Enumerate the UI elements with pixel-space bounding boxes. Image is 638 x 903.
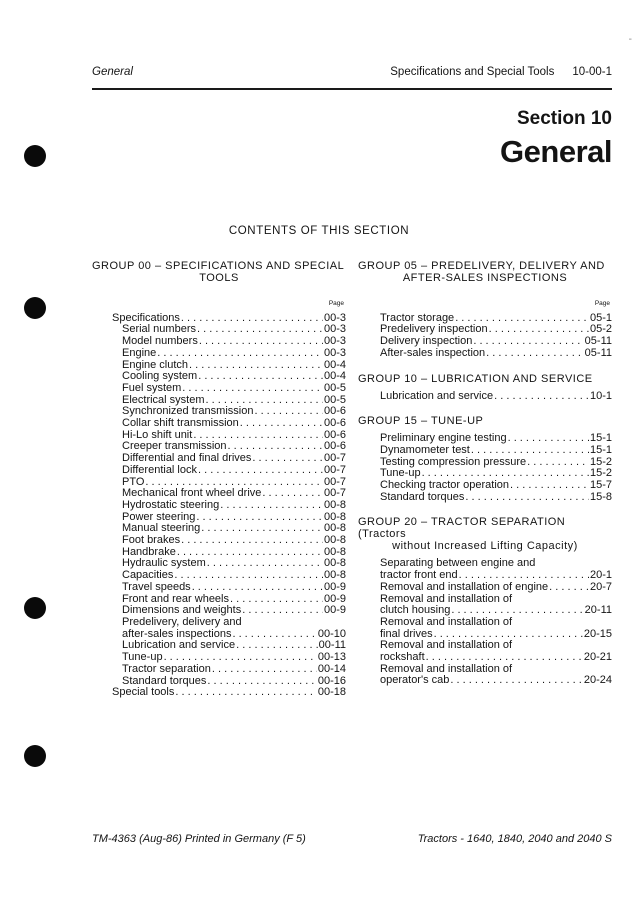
toc-entry-title: Handbrake bbox=[122, 545, 176, 558]
dot-leader bbox=[252, 453, 323, 465]
toc-entry-title: Delivery inspection bbox=[380, 335, 473, 348]
contents-left-column bbox=[92, 260, 346, 699]
header-rule bbox=[92, 88, 612, 90]
toc-entry-title: Separating between engine and bbox=[380, 557, 536, 570]
toc-entry-page: 00-9 bbox=[323, 580, 346, 593]
toc-entry-page: 00-13 bbox=[317, 651, 346, 664]
group-heading-line: GROUP 15 – TUNE-UP bbox=[358, 415, 484, 428]
dot-leader bbox=[182, 383, 323, 395]
toc-entry-page: 00-8 bbox=[323, 510, 346, 523]
group-heading bbox=[92, 260, 346, 284]
toc-entry-title: Preliminary engine testing bbox=[380, 432, 507, 445]
page-footer bbox=[92, 833, 612, 845]
toc-entry-page: 00-18 bbox=[317, 686, 346, 699]
toc-entry-title: final drives bbox=[380, 627, 433, 640]
dot-leader bbox=[254, 406, 323, 418]
group-heading bbox=[358, 373, 612, 385]
dot-leader bbox=[230, 594, 323, 606]
dot-leader bbox=[240, 418, 323, 430]
toc-entry-page: 00-8 bbox=[323, 557, 346, 570]
toc-entry-page: 00-3 bbox=[323, 346, 346, 359]
toc-entry-page: 15-2 bbox=[589, 455, 612, 468]
toc-entry bbox=[358, 348, 612, 360]
toc-entry-title: Power steering bbox=[122, 510, 196, 523]
toc-entry-title: Differential and final drives bbox=[122, 452, 252, 465]
dot-leader bbox=[262, 488, 323, 500]
toc-entry bbox=[92, 687, 346, 699]
toc-entry-page: 15-2 bbox=[589, 467, 612, 480]
dot-leader bbox=[197, 324, 323, 336]
dot-leader bbox=[489, 324, 589, 336]
toc-entry-title: Electrical system bbox=[122, 393, 205, 406]
toc-entry-title: Special tools bbox=[112, 686, 175, 699]
toc-entry-page: 10-1 bbox=[589, 389, 612, 402]
toc-entry-title: Collar shift transmission bbox=[122, 417, 239, 430]
toc-entry-title: rockshaft bbox=[380, 651, 425, 664]
dot-leader bbox=[465, 492, 589, 504]
toc-entry-title: Removal and installation of bbox=[380, 592, 513, 605]
binder-hole bbox=[24, 745, 46, 767]
toc-entry bbox=[92, 418, 346, 430]
toc-entry bbox=[358, 492, 612, 504]
group-heading-line: TOOLS bbox=[199, 272, 239, 284]
toc-entry bbox=[92, 617, 346, 629]
toc-entry-page: 05-1 bbox=[589, 311, 612, 324]
footer-publication: TM-4363 (Aug-86) Printed in Germany (F 5) bbox=[92, 833, 306, 845]
dot-leader bbox=[157, 348, 323, 360]
dot-leader bbox=[549, 582, 589, 594]
toc-entry-list bbox=[92, 313, 346, 699]
dot-leader bbox=[494, 391, 589, 403]
toc-entry-title: Tractor storage bbox=[380, 311, 455, 324]
toc-entry-title: Dynamometer test bbox=[380, 443, 470, 456]
toc-entry-title: Engine clutch bbox=[122, 358, 189, 371]
group-heading bbox=[358, 260, 612, 284]
toc-entry bbox=[92, 664, 346, 676]
toc-entry-page: 20-21 bbox=[583, 651, 612, 664]
toc-entry-page: 00-8 bbox=[323, 498, 346, 511]
running-header bbox=[92, 64, 612, 82]
dot-leader bbox=[236, 640, 318, 652]
toc-entry-title: after-sales inspections bbox=[122, 627, 232, 640]
toc-entry-title: After-sales inspection bbox=[380, 346, 486, 359]
toc-entry-title: Tune-up bbox=[122, 651, 163, 664]
dot-leader bbox=[199, 336, 323, 348]
dot-leader bbox=[508, 433, 589, 445]
group-heading-line: GROUP 05 – PREDELIVERY, DELIVERY AND bbox=[358, 260, 605, 272]
toc-entry-title: Creeper transmission bbox=[122, 440, 227, 453]
toc-entry-page: 00-8 bbox=[323, 522, 346, 535]
binder-hole bbox=[24, 597, 46, 619]
group-heading bbox=[358, 516, 612, 552]
toc-group-list bbox=[358, 260, 612, 687]
toc-entry-page: 00-3 bbox=[323, 311, 346, 324]
contents-right-column bbox=[358, 260, 612, 687]
dot-leader bbox=[198, 465, 323, 477]
toc-entry-title: Hydraulic system bbox=[122, 557, 206, 570]
toc-entry-page: 05-11 bbox=[584, 346, 612, 359]
dot-leader bbox=[181, 313, 323, 325]
group-heading-line: GROUP 10 – LUBRICATION AND SERVICE bbox=[358, 372, 593, 385]
toc-entry-title: Front and rear wheels bbox=[122, 592, 229, 605]
toc-entry-page: 00-9 bbox=[323, 604, 346, 617]
toc-entry-page: 20-11 bbox=[584, 604, 612, 617]
binder-hole bbox=[24, 297, 46, 319]
toc-entry-title: Capacities bbox=[122, 569, 174, 582]
toc-entry-title: Removal and installation of bbox=[380, 662, 513, 675]
toc-entry bbox=[92, 348, 346, 360]
toc-entry-page: 00-5 bbox=[323, 393, 346, 406]
toc-entry-page: 00-4 bbox=[323, 370, 346, 383]
dot-leader bbox=[471, 445, 589, 457]
toc-entry bbox=[358, 675, 612, 687]
toc-entry-title: Engine bbox=[122, 346, 157, 359]
group-heading-line: GROUP 00 – SPECIFICATIONS AND SPECIAL bbox=[92, 260, 345, 272]
toc-entry bbox=[92, 535, 346, 547]
section-title: General bbox=[500, 134, 612, 169]
toc-entry-page: 00-7 bbox=[323, 487, 346, 500]
dot-leader bbox=[232, 629, 316, 641]
toc-entry-page: 00-3 bbox=[323, 323, 346, 336]
corner-mark: - bbox=[628, 34, 632, 45]
toc-entry-title: Standard torques bbox=[380, 490, 465, 503]
toc-entry-title: Hydrostatic steering bbox=[122, 498, 220, 511]
toc-entry-title: tractor front end bbox=[380, 569, 458, 582]
toc-entry-page: 00-8 bbox=[323, 534, 346, 547]
dot-leader bbox=[242, 605, 323, 617]
toc-entry-title: Differential lock bbox=[122, 463, 197, 476]
toc-entry-page: 00-6 bbox=[323, 417, 346, 430]
group-heading-line: GROUP 20 – TRACTOR SEPARATION (Tractors bbox=[358, 516, 566, 541]
toc-entry-page: 00-11 bbox=[318, 639, 346, 652]
toc-entry-title: Fuel system bbox=[122, 381, 182, 394]
toc-entry-title: Travel speeds bbox=[122, 580, 191, 593]
toc-entry-title: Lubrication and service bbox=[380, 389, 494, 402]
toc-entry-title: Synchronized transmission bbox=[122, 405, 254, 418]
toc-entry-title: Model numbers bbox=[122, 335, 198, 348]
toc-entry-page: 20-1 bbox=[589, 569, 612, 582]
dot-leader bbox=[220, 500, 323, 512]
group-heading-line: AFTER-SALES INSPECTIONS bbox=[402, 272, 568, 284]
contents-title: CONTENTS OF THIS SECTION bbox=[228, 225, 410, 237]
dot-leader bbox=[450, 675, 582, 687]
toc-entry bbox=[358, 445, 612, 457]
dot-leader bbox=[174, 570, 323, 582]
section-number: Section 10 bbox=[516, 108, 612, 129]
toc-entry-page: 15-7 bbox=[589, 479, 612, 492]
toc-entry bbox=[92, 582, 346, 594]
dot-leader bbox=[207, 558, 323, 570]
toc-entry-title: PTO bbox=[122, 475, 145, 488]
toc-entry-page: 05-11 bbox=[584, 335, 612, 348]
toc-entry bbox=[92, 500, 346, 512]
dot-leader bbox=[192, 582, 323, 594]
binder-hole bbox=[24, 145, 46, 167]
toc-entry-title: Tune-up bbox=[380, 467, 421, 480]
dot-leader bbox=[212, 664, 317, 676]
dot-leader bbox=[201, 523, 323, 535]
toc-entry-page: 15-1 bbox=[589, 432, 612, 445]
dot-leader bbox=[198, 371, 323, 383]
toc-entry-page: 00-4 bbox=[323, 358, 346, 371]
toc-entry bbox=[358, 480, 612, 492]
toc-entry-page: 00-7 bbox=[323, 463, 346, 476]
footer-models: Tractors - 1640, 1840, 2040 and 2040 S bbox=[417, 833, 612, 845]
toc-entry-page: 00-6 bbox=[323, 428, 346, 441]
toc-entry-title: Mechanical front wheel drive bbox=[122, 487, 262, 500]
toc-entry bbox=[358, 391, 612, 403]
toc-entry-page: 20-7 bbox=[589, 580, 612, 593]
toc-entry-title: Standard torques bbox=[122, 674, 207, 687]
toc-entry-title: Removal and installation of bbox=[380, 615, 513, 628]
toc-entry-page: 15-8 bbox=[589, 490, 612, 503]
toc-entry-title: Predelivery inspection bbox=[380, 323, 488, 336]
toc-entry-page: 00-8 bbox=[323, 569, 346, 582]
header-right bbox=[372, 66, 612, 78]
group-heading-line: without Increased Lifting Capacity) bbox=[392, 540, 578, 553]
toc-entry-title: Serial numbers bbox=[122, 323, 196, 336]
toc-entry bbox=[358, 617, 612, 629]
header-page-number: 10-00-1 bbox=[572, 66, 612, 78]
dot-leader bbox=[175, 687, 316, 699]
dot-leader bbox=[527, 457, 589, 469]
toc-entry-page: 00-6 bbox=[323, 405, 346, 418]
toc-entry-page: 00-5 bbox=[323, 381, 346, 394]
toc-entry-page: 00-6 bbox=[323, 440, 346, 453]
dot-leader bbox=[510, 480, 589, 492]
header-title: Specifications and Special Tools bbox=[390, 66, 555, 78]
toc-entry-title: clutch housing bbox=[380, 604, 451, 617]
page-column-label: Page bbox=[328, 300, 344, 307]
toc-entry-title: Hi-Lo shift unit bbox=[122, 428, 193, 441]
toc-entry-page: 00-16 bbox=[317, 674, 346, 687]
toc-entry-title: Lubrication and service bbox=[122, 639, 236, 652]
header-chapter: General bbox=[92, 66, 133, 78]
group-heading bbox=[358, 415, 612, 427]
toc-entry-title: Specifications bbox=[112, 311, 180, 324]
toc-entry-page: 00-8 bbox=[323, 545, 346, 558]
toc-entry-title: Predelivery, delivery and bbox=[122, 615, 242, 628]
toc-entry-page: 00-9 bbox=[323, 592, 346, 605]
toc-entry-page: 00-14 bbox=[317, 662, 346, 675]
dot-leader bbox=[181, 535, 323, 547]
toc-entry-page: 20-24 bbox=[583, 674, 612, 687]
toc-entry-page: 15-1 bbox=[589, 443, 612, 456]
toc-entry-page: 00-7 bbox=[323, 475, 346, 488]
toc-entry-title: Removal and installation of engine bbox=[380, 580, 549, 593]
dot-leader bbox=[473, 336, 583, 348]
toc-entry bbox=[92, 465, 346, 477]
dot-leader bbox=[486, 348, 584, 360]
toc-entry-page: 00-3 bbox=[323, 335, 346, 348]
dot-leader bbox=[189, 360, 323, 372]
toc-entry-title: Dimensions and weights bbox=[122, 604, 242, 617]
toc-entry-title: Manual steering bbox=[122, 522, 201, 535]
toc-entry bbox=[92, 383, 346, 395]
toc-entry-page: 00-7 bbox=[323, 452, 346, 465]
toc-entry-page: 00-10 bbox=[317, 627, 346, 640]
toc-entry-title: Testing compression pressure bbox=[380, 455, 527, 468]
toc-entry-title: Cooling system bbox=[122, 370, 198, 383]
toc-entry-page: 05-2 bbox=[589, 323, 612, 336]
toc-entry-title: Tractor separation bbox=[122, 662, 211, 675]
toc-entry-page: 20-15 bbox=[583, 627, 612, 640]
dot-leader bbox=[207, 676, 316, 688]
toc-entry-title: Removal and installation of bbox=[380, 639, 513, 652]
page-column-label: Page bbox=[594, 300, 610, 307]
toc-entry-title: Foot brakes bbox=[122, 534, 181, 547]
toc-entry-title: Checking tractor operation bbox=[380, 479, 510, 492]
dot-leader bbox=[196, 512, 323, 524]
toc-entry-title: operator's cab bbox=[380, 674, 450, 687]
